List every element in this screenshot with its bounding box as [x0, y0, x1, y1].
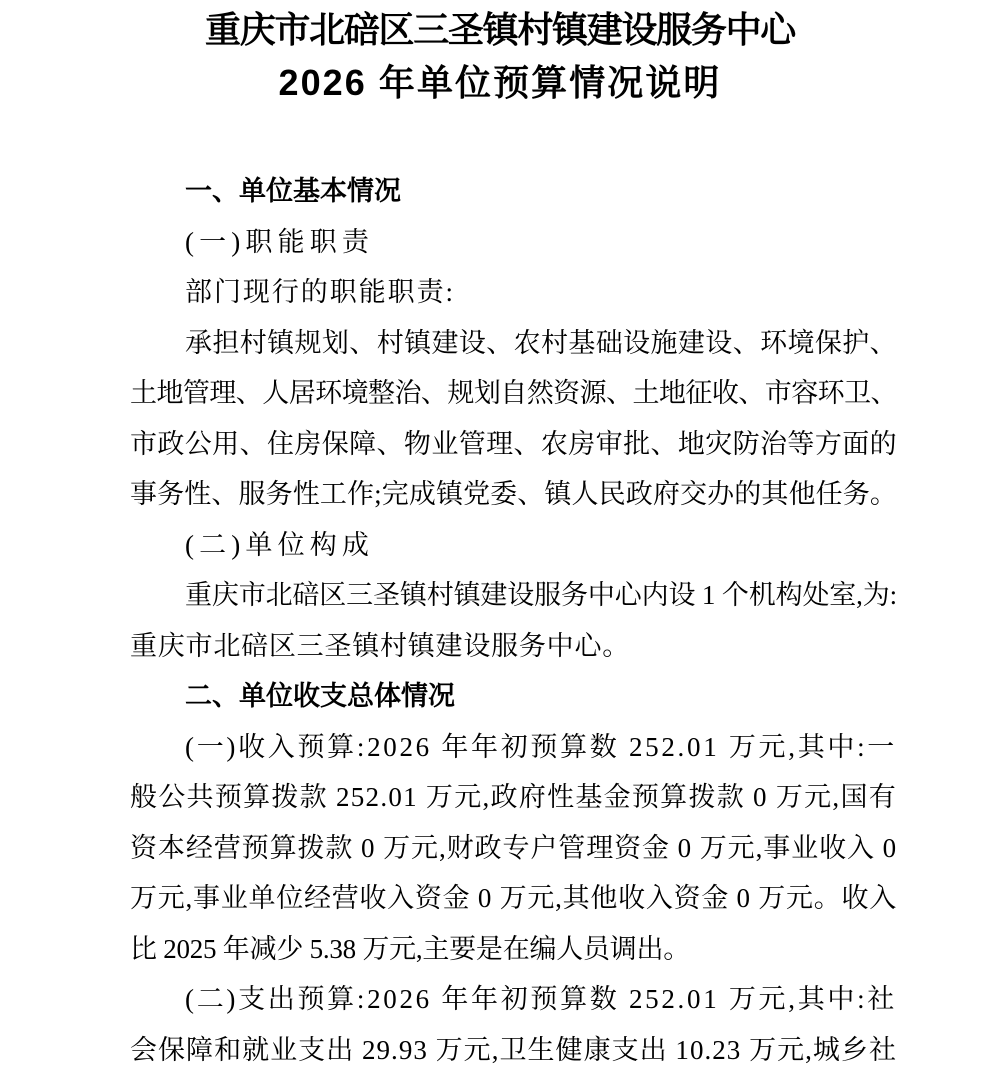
duties-intro-line: [130, 267, 897, 318]
document-title-line-1-text: 重庆市北碚区三圣镇村镇建设服务中心: [205, 9, 795, 50]
subsection-heading-composition: [130, 520, 897, 571]
duties-line-3: [130, 419, 897, 470]
income-budget-line-5-text: 比 2025 年减少 5.38 万元,主要是在编人员调出。: [130, 933, 690, 964]
composition-line-1: [130, 570, 897, 621]
income-budget-line-1-text: (一)收入预算:2026 年年初预算数 252.01 万元,其中:一: [185, 731, 897, 762]
income-budget-line-1: [130, 722, 897, 773]
duties-line-4: [130, 469, 897, 520]
duties-line-4-text: 事务性、服务性工作;完成镇党委、镇人民政府交办的其他任务。: [130, 479, 897, 509]
expenditure-budget-line-2-text: 会保障和就业支出 29.93 万元,卫生健康支出 10.23 万元,城乡社: [130, 1034, 897, 1065]
duties-line-2-text: 土地管理、人居环境整治、规划自然资源、土地征收、市容环卫、: [130, 378, 897, 408]
subsection-heading-duties: [130, 217, 897, 268]
income-budget-line-4-text: 万元,事业单位经营收入资金 0 万元,其他收入资金 0 万元。收入: [130, 883, 897, 913]
expenditure-budget-line-2: [130, 1025, 897, 1069]
document-body: [130, 166, 897, 1069]
document-title: [0, 3, 1000, 109]
income-budget-line-3: [130, 823, 897, 874]
subsection-heading-duties-text: (一)职能职责: [185, 226, 374, 257]
income-budget-line-4: [130, 873, 897, 924]
income-budget-line-3-text: 资本经营预算拨款 0 万元,财政专户管理资金 0 万元,事业收入 0: [130, 832, 897, 863]
expenditure-budget-line-1: [130, 974, 897, 1025]
duties-line-1: [130, 318, 897, 369]
composition-line-2: [130, 621, 897, 672]
subsection-heading-composition-text: (二)单位构成: [185, 529, 374, 560]
section-heading-budget-overview-text: 二、单位收支总体情况: [185, 681, 455, 711]
income-budget-line-2: [130, 772, 897, 823]
section-heading-basic-info: [130, 166, 897, 217]
duties-line-1-text: 承担村镇规划、村镇建设、农村基础设施建设、环境保护、: [185, 327, 897, 358]
document-title-line-2-text: 2026 年单位预算情况说明: [278, 62, 722, 103]
duties-intro-line-text: 部门现行的职能职责:: [185, 277, 455, 307]
expenditure-budget-line-1-text: (二)支出预算:2026 年年初预算数 252.01 万元,其中:社: [185, 984, 897, 1014]
income-budget-line-5: [130, 924, 897, 975]
duties-line-2: [130, 368, 897, 419]
income-budget-line-2-text: 般公共预算拨款 252.01 万元,政府性基金预算拨款 0 万元,国有: [130, 782, 897, 812]
document-title-line-1: [0, 3, 1000, 56]
duties-line-3-text: 市政公用、住房保障、物业管理、农房审批、地灾防治等方面的: [130, 428, 897, 459]
composition-line-2-text: 重庆市北碚区三圣镇村镇建设服务中心。: [130, 630, 630, 661]
section-heading-basic-info-text: 一、单位基本情况: [185, 176, 401, 206]
document-title-line-2: [0, 56, 1000, 109]
composition-line-1-text: 重庆市北碚区三圣镇村镇建设服务中心内设 1 个机构处室,为:: [185, 580, 897, 610]
section-heading-budget-overview: [130, 671, 897, 722]
